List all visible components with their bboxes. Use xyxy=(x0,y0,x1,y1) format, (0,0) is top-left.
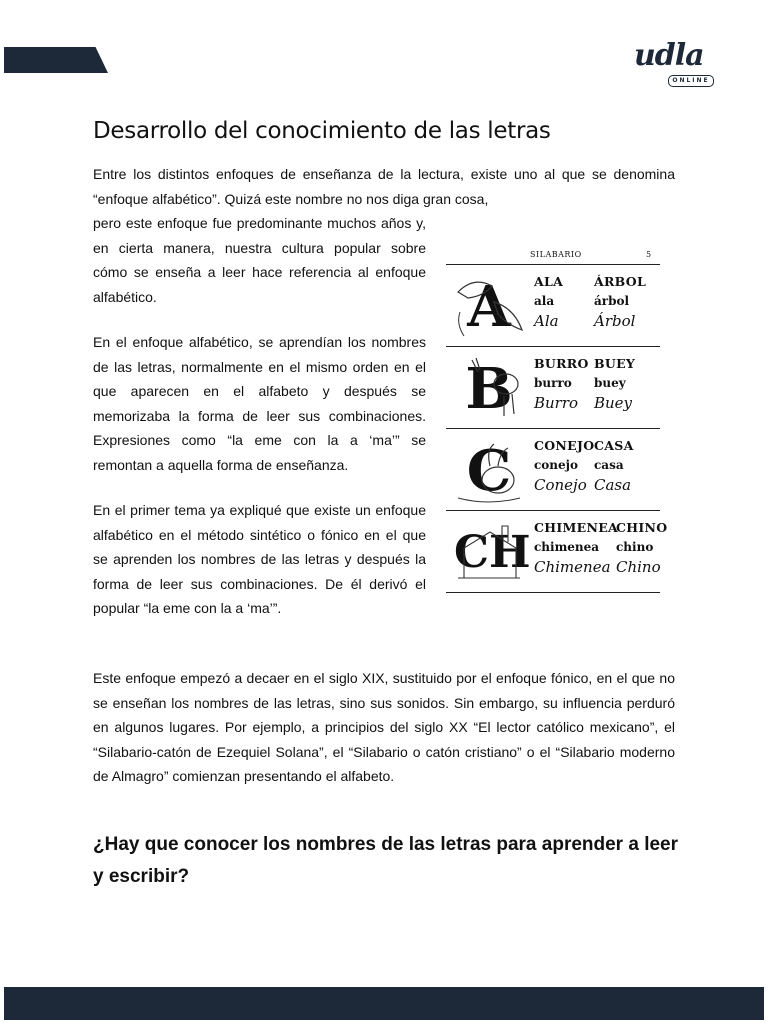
word-script: Ala xyxy=(534,312,559,330)
word-upper: BURRO xyxy=(534,356,589,371)
leaf-ornament-icon xyxy=(454,272,524,342)
word-script: Casa xyxy=(594,476,632,494)
figure-row-a xyxy=(446,266,660,346)
paragraph-alphabetic-approach: En el enfoque alfabético, se aprendían los nombres de las letras, normalmente en el mismo orden en el que aparecen en el alfabeto y después se memorizaba la forma de leer sus combinaciones. Expresiones como “la eme con la a ‘ma’” se remontan a aquella forma de enseñanza. xyxy=(93,334,426,473)
word-script: Chimenea xyxy=(534,558,611,576)
header-tab xyxy=(4,47,108,73)
paragraph-decline: Este enfoque empezó a decaer en el siglo XIX, sustituido por el enfoque fónico, en el que no se enseñan los nombres de las letras, sino sus sonidos. Sin embargo, su influencia perduró en algunos lugares. Por ejemplo, a principios del siglo XX “El lector católico mexicano”, el “Silabario-catón de Ezequiel Solana”, el “Silabario o catón cristiano” o el “Silabario moderno de Almagro” comienzan presentando el alfabeto. xyxy=(93,670,675,784)
ornamental-letter-c xyxy=(454,436,524,506)
word-lower: chimenea xyxy=(534,540,600,554)
rabbit-ornament-icon xyxy=(454,436,524,506)
udla-logo xyxy=(634,38,716,94)
word-lower: ala xyxy=(534,294,555,308)
word-upper: CONEJO xyxy=(534,438,595,453)
house-ornament-icon xyxy=(454,518,524,588)
paragraph-intro: Entre los distintos enfoques de enseñanza de la lectura, existe uno al que se denomina “enfoque alfabético”. Quizá este nombre no nos diga gran cosa, xyxy=(93,166,675,207)
page-title: Desarrollo del conocimiento de las letras xyxy=(93,118,551,144)
figure-rule xyxy=(446,510,660,511)
word-lower: burro xyxy=(534,376,572,390)
logo-script: udla xyxy=(634,38,704,73)
letter-ch: CH xyxy=(454,527,531,578)
word-lower: casa xyxy=(594,458,624,472)
figure-row-b xyxy=(446,348,660,428)
figure-row-ch xyxy=(446,512,668,592)
silabario-figure xyxy=(446,248,668,596)
figure-header-title: SILABARIO xyxy=(530,250,582,259)
word-script: Conejo xyxy=(534,476,587,494)
ornamental-letter-a xyxy=(454,272,524,342)
figure-rule xyxy=(446,592,660,593)
word-lower: árbol xyxy=(594,294,630,308)
donkey-ornament-icon xyxy=(454,354,524,424)
word-lower: buey xyxy=(594,376,626,390)
figure-row-c xyxy=(446,430,660,510)
ornamental-letter-ch xyxy=(454,518,531,588)
figure-page-number: 5 xyxy=(646,250,652,259)
section-subheading: ¿Hay que conocer los nombres de las letras para aprender a leer y escribir? xyxy=(93,834,679,887)
word-upper: CASA xyxy=(594,438,634,453)
word-script: Árbol xyxy=(594,312,636,330)
letter-c: C xyxy=(466,438,512,504)
word-upper: ALA xyxy=(534,274,564,289)
footer-bar xyxy=(4,987,764,1020)
paragraph-first-topic: En el primer tema ya expliqué que existe un enfoque alfabético en el método sintético o fónico en el que se aprenden los nombres de las letras y después la forma de leer sus combinaciones. De él derivó el popular “la eme con la a ‘ma’”. xyxy=(93,502,426,616)
word-script: Buey xyxy=(594,394,633,412)
ornamental-letter-b xyxy=(454,354,524,424)
word-upper: CHINO xyxy=(616,520,668,535)
figure-rule xyxy=(446,428,660,429)
word-script: Burro xyxy=(534,394,579,412)
word-upper: BUEY xyxy=(594,356,636,371)
word-lower: chino xyxy=(616,540,654,554)
logo-tag: ONLINE xyxy=(668,75,714,87)
word-upper: CHIMENEA xyxy=(534,520,619,535)
letter-b: B xyxy=(465,356,513,422)
paragraph-intro-continued: pero este enfoque fue predominante muchos años y, en cierta manera, nuestra cultura popular sobre cómo se enseña a leer hace referencia al enfoque alfabético. xyxy=(93,215,426,305)
word-upper: ÁRBOL xyxy=(594,274,647,289)
figure-rule xyxy=(446,346,660,347)
word-lower: conejo xyxy=(534,458,579,472)
word-script: Chino xyxy=(616,558,661,576)
figure-rule xyxy=(446,264,660,265)
letter-a: A xyxy=(467,274,511,340)
